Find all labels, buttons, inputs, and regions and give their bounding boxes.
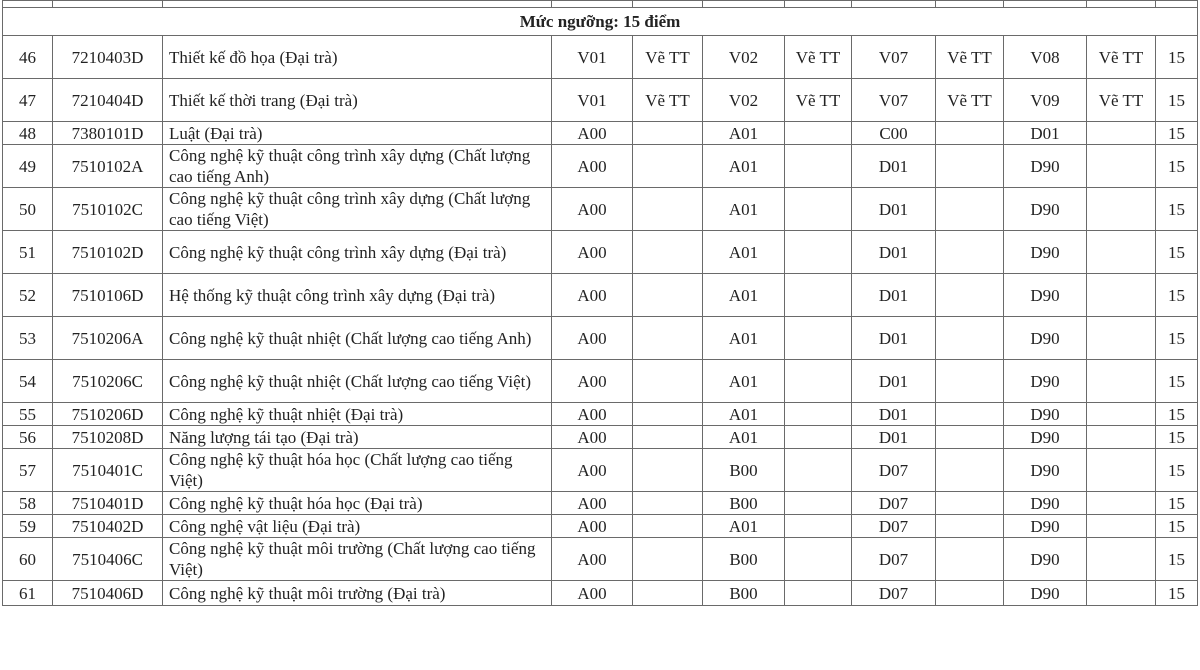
- combo-2: A01: [703, 188, 785, 231]
- table-row: [3, 122, 1198, 145]
- program-name: Thiết kế đồ họa (Đại trà): [163, 36, 552, 79]
- combo-3-note: [936, 317, 1004, 360]
- program-code: 7510106D: [53, 274, 163, 317]
- table-row: [3, 274, 1198, 317]
- combo-4: D90: [1004, 538, 1087, 581]
- program-code: 7210404D: [53, 79, 163, 122]
- combo-3-note: [936, 538, 1004, 581]
- threshold-score: 15: [1156, 122, 1198, 145]
- row-number: 46: [3, 36, 53, 79]
- combo-1-note: Vẽ TT: [633, 36, 703, 79]
- combo-1-note: [633, 231, 703, 274]
- combo-1: V01: [552, 79, 633, 122]
- combo-3: C00: [852, 122, 936, 145]
- combo-4-note: [1087, 231, 1156, 274]
- program-code: 7510206A: [53, 317, 163, 360]
- combo-2: V02: [703, 79, 785, 122]
- combo-3-note: [936, 274, 1004, 317]
- combo-3-note: Vẽ TT: [936, 79, 1004, 122]
- combo-4-note: [1087, 274, 1156, 317]
- program-name: Thiết kế thời trang (Đại trà): [163, 79, 552, 122]
- program-name: Công nghệ kỹ thuật hóa học (Chất lượng cao tiếng Việt): [163, 449, 552, 492]
- combo-4: D90: [1004, 274, 1087, 317]
- program-code: 7380101D: [53, 122, 163, 145]
- combo-1: A00: [552, 538, 633, 581]
- threshold-score: 15: [1156, 317, 1198, 360]
- combo-2-note: [785, 274, 852, 317]
- row-number: 53: [3, 317, 53, 360]
- combo-1: A00: [552, 426, 633, 449]
- threshold-score: 15: [1156, 145, 1198, 188]
- combo-1: A00: [552, 515, 633, 538]
- combo-2-note: Vẽ TT: [785, 36, 852, 79]
- combo-4: D90: [1004, 188, 1087, 231]
- combo-3-note: [936, 122, 1004, 145]
- combo-1: A00: [552, 360, 633, 403]
- combo-2-note: [785, 360, 852, 403]
- combo-4: D90: [1004, 581, 1087, 606]
- program-code: 7510102D: [53, 231, 163, 274]
- threshold-score: 15: [1156, 79, 1198, 122]
- combo-3: D01: [852, 145, 936, 188]
- program-code: 7510401D: [53, 492, 163, 515]
- combo-4: D90: [1004, 492, 1087, 515]
- combo-2-note: [785, 515, 852, 538]
- combo-4-note: [1087, 403, 1156, 426]
- threshold-score: 15: [1156, 274, 1198, 317]
- combo-3-note: [936, 426, 1004, 449]
- combo-2-note: [785, 492, 852, 515]
- combo-4-note: [1087, 188, 1156, 231]
- threshold-score: 15: [1156, 360, 1198, 403]
- table-row: [3, 231, 1198, 274]
- combo-3: D01: [852, 360, 936, 403]
- combo-1: A00: [552, 492, 633, 515]
- combo-3: D01: [852, 188, 936, 231]
- table-row: [3, 515, 1198, 538]
- program-code: 7510208D: [53, 426, 163, 449]
- combo-3-note: [936, 231, 1004, 274]
- combo-4-note: [1087, 538, 1156, 581]
- combo-1-note: [633, 274, 703, 317]
- combo-2-note: [785, 231, 852, 274]
- threshold-score: 15: [1156, 449, 1198, 492]
- table-row: [3, 449, 1198, 492]
- combo-1-note: [633, 403, 703, 426]
- combo-1-note: [633, 122, 703, 145]
- combo-1-note: [633, 317, 703, 360]
- combo-2-note: [785, 538, 852, 581]
- combo-1-note: [633, 538, 703, 581]
- combo-3: D01: [852, 403, 936, 426]
- combo-3-note: [936, 581, 1004, 606]
- combo-1-note: [633, 492, 703, 515]
- combo-2: B00: [703, 449, 785, 492]
- combo-1-note: [633, 581, 703, 606]
- combo-1-note: [633, 360, 703, 403]
- combo-2: B00: [703, 538, 785, 581]
- table-row: [3, 188, 1198, 231]
- combo-2-note: [785, 145, 852, 188]
- combo-3-note: Vẽ TT: [936, 36, 1004, 79]
- threshold-score: 15: [1156, 538, 1198, 581]
- program-code: 7510102C: [53, 188, 163, 231]
- combo-3: D07: [852, 449, 936, 492]
- combo-4: D90: [1004, 515, 1087, 538]
- table-row: [3, 403, 1198, 426]
- combo-3: D01: [852, 426, 936, 449]
- combo-2: V02: [703, 36, 785, 79]
- combo-4-note: [1087, 426, 1156, 449]
- row-number: 61: [3, 581, 53, 606]
- combo-2: A01: [703, 317, 785, 360]
- combo-4: D90: [1004, 449, 1087, 492]
- combo-2: A01: [703, 274, 785, 317]
- combo-2-note: [785, 426, 852, 449]
- combo-4-note: Vẽ TT: [1087, 79, 1156, 122]
- combo-1: A00: [552, 581, 633, 606]
- combo-4-note: [1087, 515, 1156, 538]
- combo-1: A00: [552, 449, 633, 492]
- program-name: Công nghệ kỹ thuật môi trường (Chất lượng cao tiếng Việt): [163, 538, 552, 581]
- program-name: Năng lượng tái tạo (Đại trà): [163, 426, 552, 449]
- combo-4: D90: [1004, 360, 1087, 403]
- combo-2-note: [785, 188, 852, 231]
- program-code: 7510102A: [53, 145, 163, 188]
- combo-4: D01: [1004, 122, 1087, 145]
- program-code: 7510406D: [53, 581, 163, 606]
- combo-3: V07: [852, 36, 936, 79]
- combo-2-note: [785, 581, 852, 606]
- combo-4-note: Vẽ TT: [1087, 36, 1156, 79]
- combo-4: D90: [1004, 145, 1087, 188]
- combo-3: V07: [852, 79, 936, 122]
- combo-2: A01: [703, 426, 785, 449]
- combo-2: B00: [703, 581, 785, 606]
- threshold-score: 15: [1156, 403, 1198, 426]
- combo-4: V09: [1004, 79, 1087, 122]
- combo-3-note: [936, 449, 1004, 492]
- combo-1: A00: [552, 145, 633, 188]
- combo-4: V08: [1004, 36, 1087, 79]
- table-row: [3, 492, 1198, 515]
- program-code: 7510401C: [53, 449, 163, 492]
- combo-2: A01: [703, 145, 785, 188]
- row-number: 56: [3, 426, 53, 449]
- threshold-score: 15: [1156, 581, 1198, 606]
- combo-3: D01: [852, 317, 936, 360]
- combo-3: D07: [852, 538, 936, 581]
- table-top-row-stub: [3, 1, 1198, 8]
- combo-3-note: [936, 403, 1004, 426]
- row-number: 49: [3, 145, 53, 188]
- combo-2: A01: [703, 360, 785, 403]
- program-name: Công nghệ kỹ thuật công trình xây dựng (Chất lượng cao tiếng Việt): [163, 188, 552, 231]
- program-code: 7210403D: [53, 36, 163, 79]
- threshold-row: [3, 8, 1198, 36]
- combo-4: D90: [1004, 426, 1087, 449]
- combo-2: A01: [703, 122, 785, 145]
- combo-2-note: [785, 403, 852, 426]
- table-row: [3, 145, 1198, 188]
- combo-3: D07: [852, 515, 936, 538]
- combo-1: A00: [552, 317, 633, 360]
- program-name: Luật (Đại trà): [163, 122, 552, 145]
- combo-1: V01: [552, 36, 633, 79]
- table-row: [3, 317, 1198, 360]
- program-name: Công nghệ vật liệu (Đại trà): [163, 515, 552, 538]
- combo-2-note: [785, 317, 852, 360]
- combo-2-note: [785, 122, 852, 145]
- row-number: 50: [3, 188, 53, 231]
- combo-1: A00: [552, 274, 633, 317]
- program-name: Công nghệ kỹ thuật nhiệt (Chất lượng cao tiếng Việt): [163, 360, 552, 403]
- threshold-score: 15: [1156, 36, 1198, 79]
- combo-2: A01: [703, 231, 785, 274]
- combo-2-note: [785, 449, 852, 492]
- table-row: [3, 360, 1198, 403]
- threshold-score: 15: [1156, 188, 1198, 231]
- combo-4-note: [1087, 317, 1156, 360]
- combo-1-note: Vẽ TT: [633, 79, 703, 122]
- combo-1: A00: [552, 188, 633, 231]
- table-row: [3, 538, 1198, 581]
- program-name: Công nghệ kỹ thuật môi trường (Đại trà): [163, 581, 552, 606]
- table-row: [3, 36, 1198, 79]
- threshold-score: 15: [1156, 231, 1198, 274]
- program-name: Công nghệ kỹ thuật hóa học (Đại trà): [163, 492, 552, 515]
- row-number: 57: [3, 449, 53, 492]
- combo-4-note: [1087, 449, 1156, 492]
- combo-3: D01: [852, 231, 936, 274]
- combo-3-note: [936, 515, 1004, 538]
- row-number: 52: [3, 274, 53, 317]
- combo-2-note: Vẽ TT: [785, 79, 852, 122]
- program-name: Công nghệ kỹ thuật công trình xây dựng (Đại trà): [163, 231, 552, 274]
- combo-4: D90: [1004, 231, 1087, 274]
- combo-2: A01: [703, 515, 785, 538]
- program-code: 7510406C: [53, 538, 163, 581]
- combo-2: B00: [703, 492, 785, 515]
- table-row: [3, 79, 1198, 122]
- combo-4-note: [1087, 122, 1156, 145]
- combo-3: D07: [852, 492, 936, 515]
- row-number: 48: [3, 122, 53, 145]
- threshold-score: 15: [1156, 515, 1198, 538]
- program-code: 7510206D: [53, 403, 163, 426]
- row-number: 59: [3, 515, 53, 538]
- combo-4-note: [1087, 145, 1156, 188]
- row-number: 60: [3, 538, 53, 581]
- combo-1: A00: [552, 122, 633, 145]
- row-number: 51: [3, 231, 53, 274]
- row-number: 55: [3, 403, 53, 426]
- combo-1-note: [633, 145, 703, 188]
- program-name: Hệ thống kỹ thuật công trình xây dựng (Đại trà): [163, 274, 552, 317]
- combo-3-note: [936, 188, 1004, 231]
- program-name: Công nghệ kỹ thuật nhiệt (Chất lượng cao tiếng Anh): [163, 317, 552, 360]
- combo-3-note: [936, 145, 1004, 188]
- threshold-score: 15: [1156, 426, 1198, 449]
- admission-threshold-table: [2, 0, 1198, 606]
- combo-3: D07: [852, 581, 936, 606]
- combo-4-note: [1087, 581, 1156, 606]
- combo-1-note: [633, 449, 703, 492]
- threshold-label: Mức ngưỡng: 15 điểm: [3, 8, 1198, 36]
- combo-1: A00: [552, 231, 633, 274]
- row-number: 54: [3, 360, 53, 403]
- table-row: [3, 426, 1198, 449]
- combo-4: D90: [1004, 317, 1087, 360]
- combo-3-note: [936, 492, 1004, 515]
- combo-4: D90: [1004, 403, 1087, 426]
- program-code: 7510206C: [53, 360, 163, 403]
- combo-1-note: [633, 515, 703, 538]
- combo-1-note: [633, 426, 703, 449]
- combo-3-note: [936, 360, 1004, 403]
- combo-4-note: [1087, 360, 1156, 403]
- threshold-score: 15: [1156, 492, 1198, 515]
- program-name: Công nghệ kỹ thuật nhiệt (Đại trà): [163, 403, 552, 426]
- combo-1: A00: [552, 403, 633, 426]
- program-code: 7510402D: [53, 515, 163, 538]
- program-name: Công nghệ kỹ thuật công trình xây dựng (Chất lượng cao tiếng Anh): [163, 145, 552, 188]
- combo-3: D01: [852, 274, 936, 317]
- combo-1-note: [633, 188, 703, 231]
- row-number: 47: [3, 79, 53, 122]
- row-number: 58: [3, 492, 53, 515]
- combo-2: A01: [703, 403, 785, 426]
- combo-4-note: [1087, 492, 1156, 515]
- table-row: [3, 581, 1198, 606]
